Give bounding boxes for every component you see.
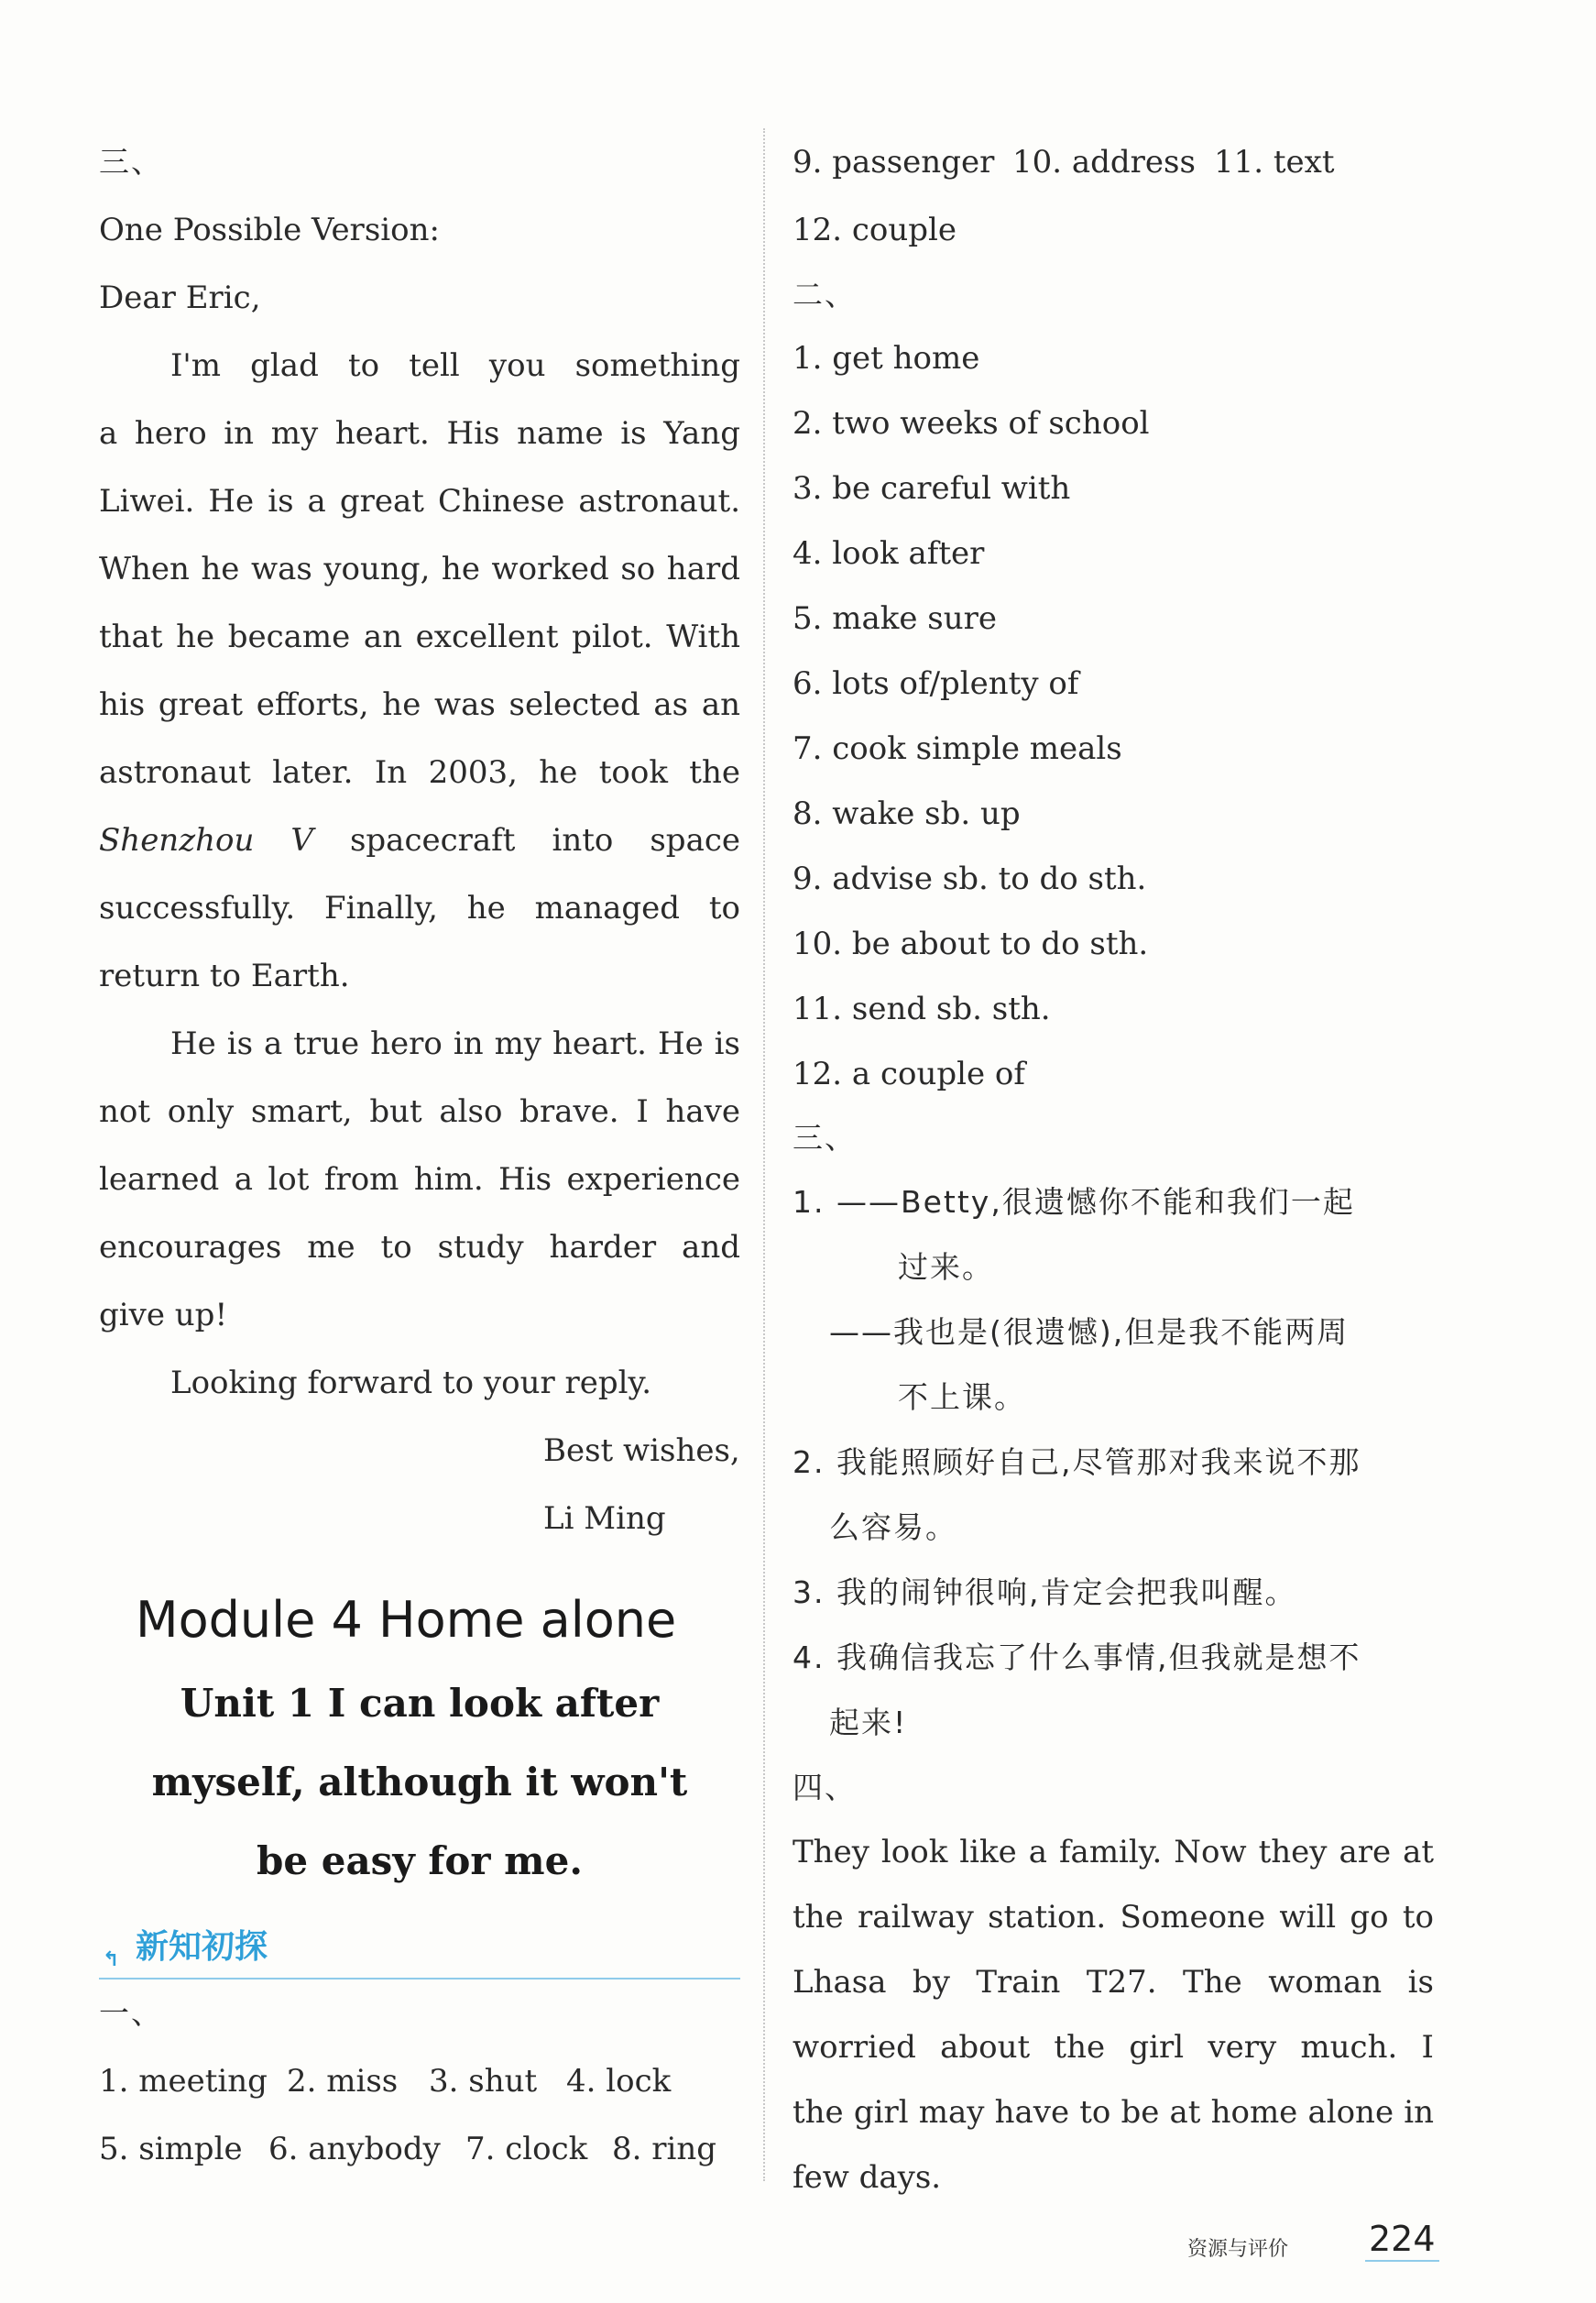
spacecraft-name: Shenzhou V	[99, 822, 313, 859]
letter-line: return to Earth.	[99, 958, 350, 994]
phrase-item: 2. two weeks of school	[793, 405, 1150, 442]
letter-line: astronaut later. In 2003, he took the	[99, 754, 740, 791]
vocab-item: 1. meeting	[99, 2063, 268, 2100]
footer-label: 资源与评价	[1187, 2238, 1289, 2261]
vocab-row	[793, 128, 1434, 196]
vocab-row	[793, 196, 1434, 264]
letter-line: learned a lot from him. His experience	[99, 1161, 740, 1198]
unit-title-line: be easy for me.	[257, 1838, 583, 1883]
vocab-item: 4. lock	[566, 2063, 672, 2100]
paragraph-line: They look like a family. Now they are at	[793, 1834, 1434, 1870]
paragraph-line: worried about the girl very much. I	[793, 2029, 1434, 2066]
phrase-item: 4. look after	[793, 535, 985, 572]
letter-line: his great efforts, he was selected as an	[99, 686, 740, 723]
section-2-marker: 二、	[793, 277, 857, 313]
letter-line: Liwei. He is a great Chinese astronaut.	[99, 483, 740, 520]
vocab-item: 2. miss	[287, 2063, 399, 2100]
paragraph-line: few days.	[793, 2159, 942, 2196]
letter-line: encourages me to study harder and	[99, 1229, 740, 1266]
phrase-item: 10. be about to do sth.	[793, 926, 1149, 962]
phrase-item: 12. a couple of	[793, 1056, 1025, 1092]
vocab-item: 7. clock	[465, 2131, 588, 2167]
vocab-item: 5. simple	[99, 2131, 243, 2167]
translation-line: 3. 我的闹钟很响,肯定会把我叫醒。	[793, 1574, 1297, 1610]
column-divider	[763, 128, 765, 2181]
translation-line: 过来。	[898, 1249, 994, 1285]
translation-line: 不上课。	[898, 1379, 1026, 1415]
vocab-row	[99, 2047, 740, 2115]
phrase-item: 11. send sb. sth.	[793, 991, 1051, 1027]
translation-line: 1. ——Betty,很遗憾你不能和我们一起	[793, 1184, 1355, 1220]
translation-line: ——我也是(很遗憾),但是我不能两周	[829, 1314, 1350, 1350]
letter-line: a hero in my heart. His name is Yang	[99, 415, 740, 452]
phrase-item: 3. be careful with	[793, 470, 1071, 507]
module-title: Module 4 Home alone	[136, 1591, 677, 1649]
section-heading-text: 新知初探	[136, 1928, 268, 1966]
letter-line: not only smart, but also brave. I have	[99, 1093, 740, 1130]
vocab-item: 8. ring	[612, 2131, 717, 2167]
letter-line: give up!	[99, 1297, 228, 1333]
unit-title-line: Unit 1 I can look after	[180, 1681, 660, 1726]
vocab-item: 9. passenger	[793, 144, 995, 181]
translation-line: 4. 我确信我忘了什么事情,但我就是想不	[793, 1640, 1361, 1675]
translation-line: 起来!	[829, 1705, 908, 1740]
letter-line: I'm glad to tell you something	[170, 347, 740, 384]
paragraph-line: the girl may have to be at home alone in	[793, 2094, 1434, 2131]
right-column	[793, 128, 1434, 2210]
closing-line: Looking forward to your reply.	[170, 1365, 652, 1401]
left-column	[99, 128, 740, 2183]
section-marker-icon: ↰	[103, 1948, 120, 1971]
sign-off: Best wishes,	[543, 1432, 740, 1469]
section-3-marker: 三、	[793, 1120, 857, 1156]
letter-line: that he became an excellent pilot. With	[99, 619, 740, 655]
phrase-item: 5. make sure	[793, 600, 998, 637]
page-number: 224	[1365, 2218, 1439, 2262]
vocab-item: 10. address	[1012, 144, 1196, 181]
vocab-item: 12. couple	[793, 212, 957, 248]
vocab-item: 6. anybody	[268, 2131, 441, 2167]
phrase-item: 6. lots of/plenty of	[793, 665, 1079, 702]
section-heading	[99, 1917, 740, 1979]
paragraph-line: Lhasa by Train T27. The woman is	[793, 1964, 1434, 2001]
phrase-item: 1. get home	[793, 340, 980, 377]
paragraph-line: the railway station. Someone will go to	[793, 1899, 1434, 1936]
version-label: One Possible Version:	[99, 212, 440, 248]
letter-line: successfully. Finally, he managed to	[99, 890, 740, 927]
unit-title-line: myself, although it won't	[151, 1760, 688, 1804]
section-4-marker: 四、	[793, 1770, 857, 1805]
section-3-marker: 三、	[99, 144, 163, 180]
signature: Li Ming	[543, 1500, 666, 1537]
phrase-item: 9. advise sb. to do sth.	[793, 861, 1147, 897]
phrase-item: 8. wake sb. up	[793, 795, 1021, 832]
letter-greeting: Dear Eric,	[99, 280, 261, 316]
phrase-item: 7. cook simple meals	[793, 730, 1122, 767]
vocab-item: 3. shut	[429, 2063, 538, 2100]
spacecraft-rest: spacecraft into space	[349, 822, 740, 859]
letter-line: When he was young, he worked so hard	[99, 551, 740, 587]
translation-line: 2. 我能照顾好自己,尽管那对我来说不那	[793, 1444, 1361, 1480]
translation-line: 么容易。	[829, 1509, 957, 1545]
letter-line: He is a true hero in my heart. He is	[170, 1025, 740, 1062]
vocab-row	[99, 2115, 740, 2183]
vocab-item: 11. text	[1214, 144, 1335, 181]
letter-line-spacecraft	[99, 806, 740, 874]
section-1-marker: 一、	[99, 1995, 163, 2031]
